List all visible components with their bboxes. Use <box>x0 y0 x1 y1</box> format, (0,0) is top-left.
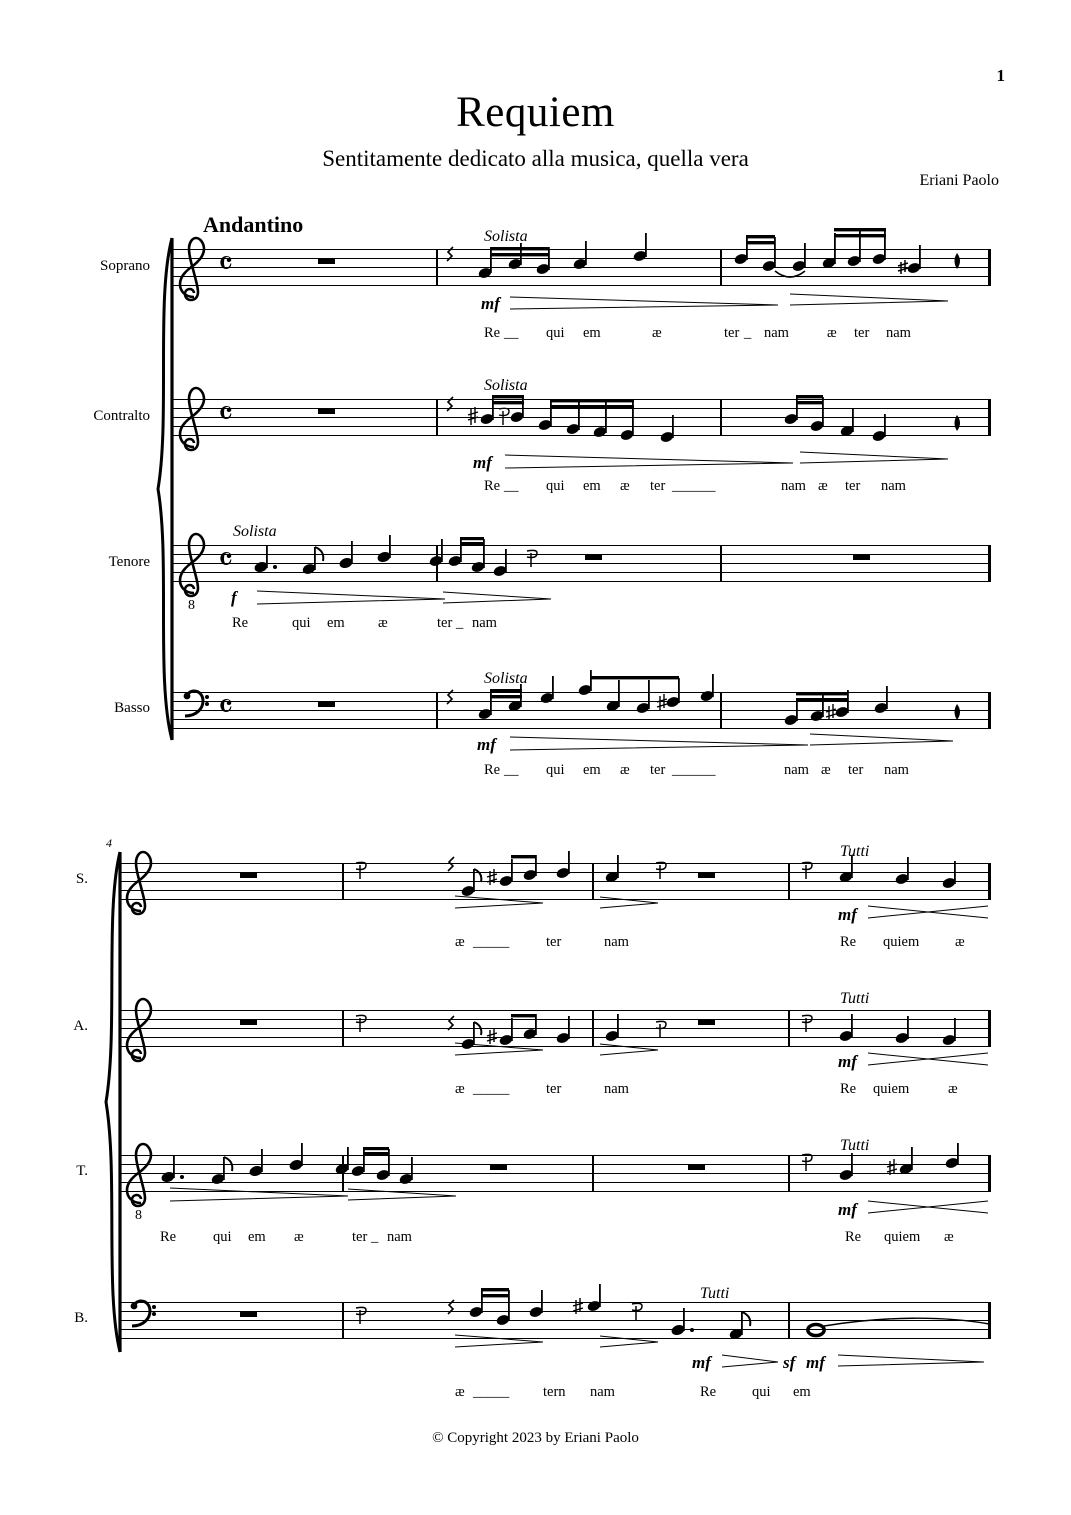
lyric-syllable: nam <box>387 1229 412 1245</box>
lyric-syllable: quiem <box>873 1081 910 1097</box>
measure-number: 4 <box>106 836 112 850</box>
lyric-syllable: qui <box>546 762 565 778</box>
dynamic-soprano: mf <box>481 294 500 313</box>
lyric-syllable: ter <box>650 762 666 778</box>
lyric-syllable: em <box>583 762 601 778</box>
treble-clef-8vb-icon <box>124 1141 158 1223</box>
expression-solista-s: Solista <box>484 228 528 245</box>
lyric-syllable: æ <box>455 1081 465 1097</box>
lyric-syllable: æ <box>944 1229 954 1245</box>
dynamic-t2: mf <box>838 1200 857 1219</box>
dynamic-b2-mf2: mf <box>806 1353 825 1372</box>
time-signature-soprano: 𝄴 <box>218 244 234 284</box>
lyric-extender: _ <box>371 1229 379 1245</box>
lyric-syllable: ter <box>546 1081 562 1097</box>
lyric-syllable: æ <box>827 325 837 341</box>
lyric-syllable: nam <box>884 762 909 778</box>
lyric-syllable: qui <box>546 478 565 494</box>
lyric-extender: ______ <box>672 478 716 494</box>
hairpin-crescendo <box>868 1050 988 1068</box>
lyric-syllable: ter <box>848 762 864 778</box>
expression-solista-a: Solista <box>484 377 528 394</box>
part-label-contralto: Contralto <box>93 408 150 424</box>
lyric-syllable: quiem <box>883 934 920 950</box>
lyric-syllable: Re <box>160 1229 177 1245</box>
lyric-extender: ______ <box>672 762 716 778</box>
svg-text:8: 8 <box>135 1208 142 1223</box>
lyric-syllable: ter <box>352 1229 368 1245</box>
lyric-syllable: em <box>583 478 601 494</box>
part-label-tenore: Tenore <box>108 554 150 570</box>
lyric-syllable: æ <box>455 934 465 950</box>
hairpin-diminuendo-long <box>838 1350 986 1368</box>
lyric-syllable: nam <box>472 615 497 631</box>
lyric-syllable: nam <box>781 478 806 494</box>
lyric-syllable: qui <box>546 325 565 341</box>
expression-solista-t: Solista <box>233 523 277 540</box>
lyric-extender: __ <box>504 762 519 778</box>
time-signature-basso: 𝄴 <box>218 687 234 727</box>
lyric-extender: __ <box>504 478 519 494</box>
note-group-a2-m5 <box>348 996 598 1076</box>
barline <box>788 1155 790 1192</box>
lyric-syllable: æ <box>821 762 831 778</box>
lyric-syllable: em <box>583 325 601 341</box>
hairpin-diminuendo <box>600 1332 660 1350</box>
hairpin-crescendo <box>455 1332 545 1350</box>
hairpin-diminuendo <box>810 730 955 748</box>
lyric-syllable: Re <box>232 615 249 631</box>
whole-rest <box>240 872 257 878</box>
lyric-syllable: ter <box>437 615 453 631</box>
lyric-syllable: qui <box>752 1384 771 1400</box>
expression-tutti-s: Tutti <box>840 843 870 860</box>
staff-basso-2 <box>120 1302 990 1339</box>
dynamic-basso: mf <box>477 735 496 754</box>
barline <box>342 863 344 900</box>
lyric-syllable: nam <box>764 325 789 341</box>
hairpin-crescendo <box>455 1040 545 1058</box>
staff-contralto-2 <box>120 1010 990 1047</box>
composer-name: Eriani Paolo <box>919 172 999 189</box>
lyric-syllable: ter <box>845 478 861 494</box>
page-title: Requiem <box>456 89 615 136</box>
lyric-extender: _ <box>456 615 464 631</box>
lyric-extender: _____ <box>473 1384 510 1400</box>
lyric-syllable: em <box>327 615 345 631</box>
note-group-t2-m7 <box>794 1135 994 1205</box>
part-label-soprano: Soprano <box>100 258 150 274</box>
lyric-syllable: ter <box>724 325 740 341</box>
barline <box>342 1010 344 1047</box>
barline <box>788 1302 790 1339</box>
hairpin-diminuendo <box>348 1185 458 1203</box>
system-brace-2 <box>100 852 126 1352</box>
lyric-syllable: æ <box>818 478 828 494</box>
expression-solista-b: Solista <box>484 670 528 687</box>
lyric-syllable: ter <box>854 325 870 341</box>
expression-tutti-b: Tutti <box>700 1285 730 1302</box>
hairpin-crescendo <box>868 1198 988 1216</box>
dynamic-b2-sf: sf <box>783 1353 796 1372</box>
lyric-syllable: qui <box>213 1229 232 1245</box>
bass-clef-icon <box>126 1300 160 1330</box>
treble-clef-icon <box>124 849 158 915</box>
lyric-syllable: æ <box>652 325 662 341</box>
lyric-syllable: Re <box>484 325 501 341</box>
lyric-syllable: Re <box>484 762 501 778</box>
whole-rest <box>240 1019 257 1025</box>
lyric-syllable: Re <box>845 1229 862 1245</box>
whole-rest <box>688 1164 705 1170</box>
dynamic-s2: mf <box>838 905 857 924</box>
part-label-basso: Basso <box>114 700 150 716</box>
page-subtitle: Sentitamente dedicato alla musica, quella vera <box>322 146 749 171</box>
hairpin-crescendo <box>510 734 810 752</box>
lyric-syllable: em <box>793 1384 811 1400</box>
dynamic-tenore: f <box>231 588 237 607</box>
lyric-syllable: ter <box>650 478 666 494</box>
expression-tutti-a: Tutti <box>840 990 870 1007</box>
lyric-extender: __ <box>504 325 519 341</box>
svg-text:8: 8 <box>188 598 195 613</box>
hairpin-crescendo <box>170 1185 350 1203</box>
time-signature-tenore: 𝄴 <box>218 540 234 580</box>
lyric-syllable: Re <box>840 934 857 950</box>
lyric-syllable: quiem <box>884 1229 921 1245</box>
expression-tutti-t: Tutti <box>840 1137 870 1154</box>
part-label-s: S. <box>75 871 88 887</box>
lyric-syllable: æ <box>948 1081 958 1097</box>
hairpin-crescendo <box>868 903 988 921</box>
lyric-syllable: nam <box>604 1081 629 1097</box>
lyric-syllable: nam <box>881 478 906 494</box>
lyric-syllable: nam <box>604 934 629 950</box>
lyric-syllable: Re <box>700 1384 717 1400</box>
lyric-syllable: Re <box>484 478 501 494</box>
tempo-marking: Andantino <box>203 212 304 237</box>
lyric-syllable: nam <box>886 325 911 341</box>
note-group-b2-m7-whole <box>794 1302 994 1352</box>
dynamic-a2: mf <box>838 1052 857 1071</box>
lyric-syllable: em <box>248 1229 266 1245</box>
barline <box>342 1302 344 1339</box>
staff-soprano-2 <box>120 863 990 900</box>
lyric-syllable: æ <box>955 934 965 950</box>
dynamic-b2-mf: mf <box>692 1353 711 1372</box>
hairpin-diminuendo <box>600 893 660 911</box>
whole-rest <box>318 701 335 707</box>
lyric-syllable: nam <box>590 1384 615 1400</box>
lyric-syllable: æ <box>620 478 630 494</box>
barline <box>592 1155 594 1192</box>
lyric-syllable: tern <box>543 1384 566 1400</box>
lyric-syllable: ter <box>546 934 562 950</box>
hairpin-crescendo <box>722 1352 780 1370</box>
lyric-extender: _____ <box>473 1081 510 1097</box>
lyric-syllable: Re <box>840 1081 857 1097</box>
part-label-b: B. <box>74 1310 88 1326</box>
hairpin-diminuendo <box>600 1040 660 1058</box>
part-label-a: A. <box>73 1018 88 1034</box>
dynamic-contralto: mf <box>473 453 492 472</box>
lyric-syllable: nam <box>784 762 809 778</box>
lyric-syllable: qui <box>292 615 311 631</box>
time-signature-contralto: 𝄴 <box>218 394 234 434</box>
lyric-extender: _____ <box>473 934 510 950</box>
lyric-syllable: æ <box>455 1384 465 1400</box>
whole-rest <box>240 1311 257 1317</box>
treble-clef-icon <box>124 996 158 1062</box>
lyric-extender: _ <box>744 325 752 341</box>
lyric-syllable: æ <box>620 762 630 778</box>
hairpin-crescendo <box>455 893 545 911</box>
lyric-syllable: æ <box>294 1229 304 1245</box>
page-number: 1 <box>996 66 1005 85</box>
part-label-t: T. <box>76 1163 88 1179</box>
copyright-notice: © Copyright 2023 by Eriani Paolo <box>432 1430 639 1446</box>
lyric-syllable: æ <box>378 615 388 631</box>
